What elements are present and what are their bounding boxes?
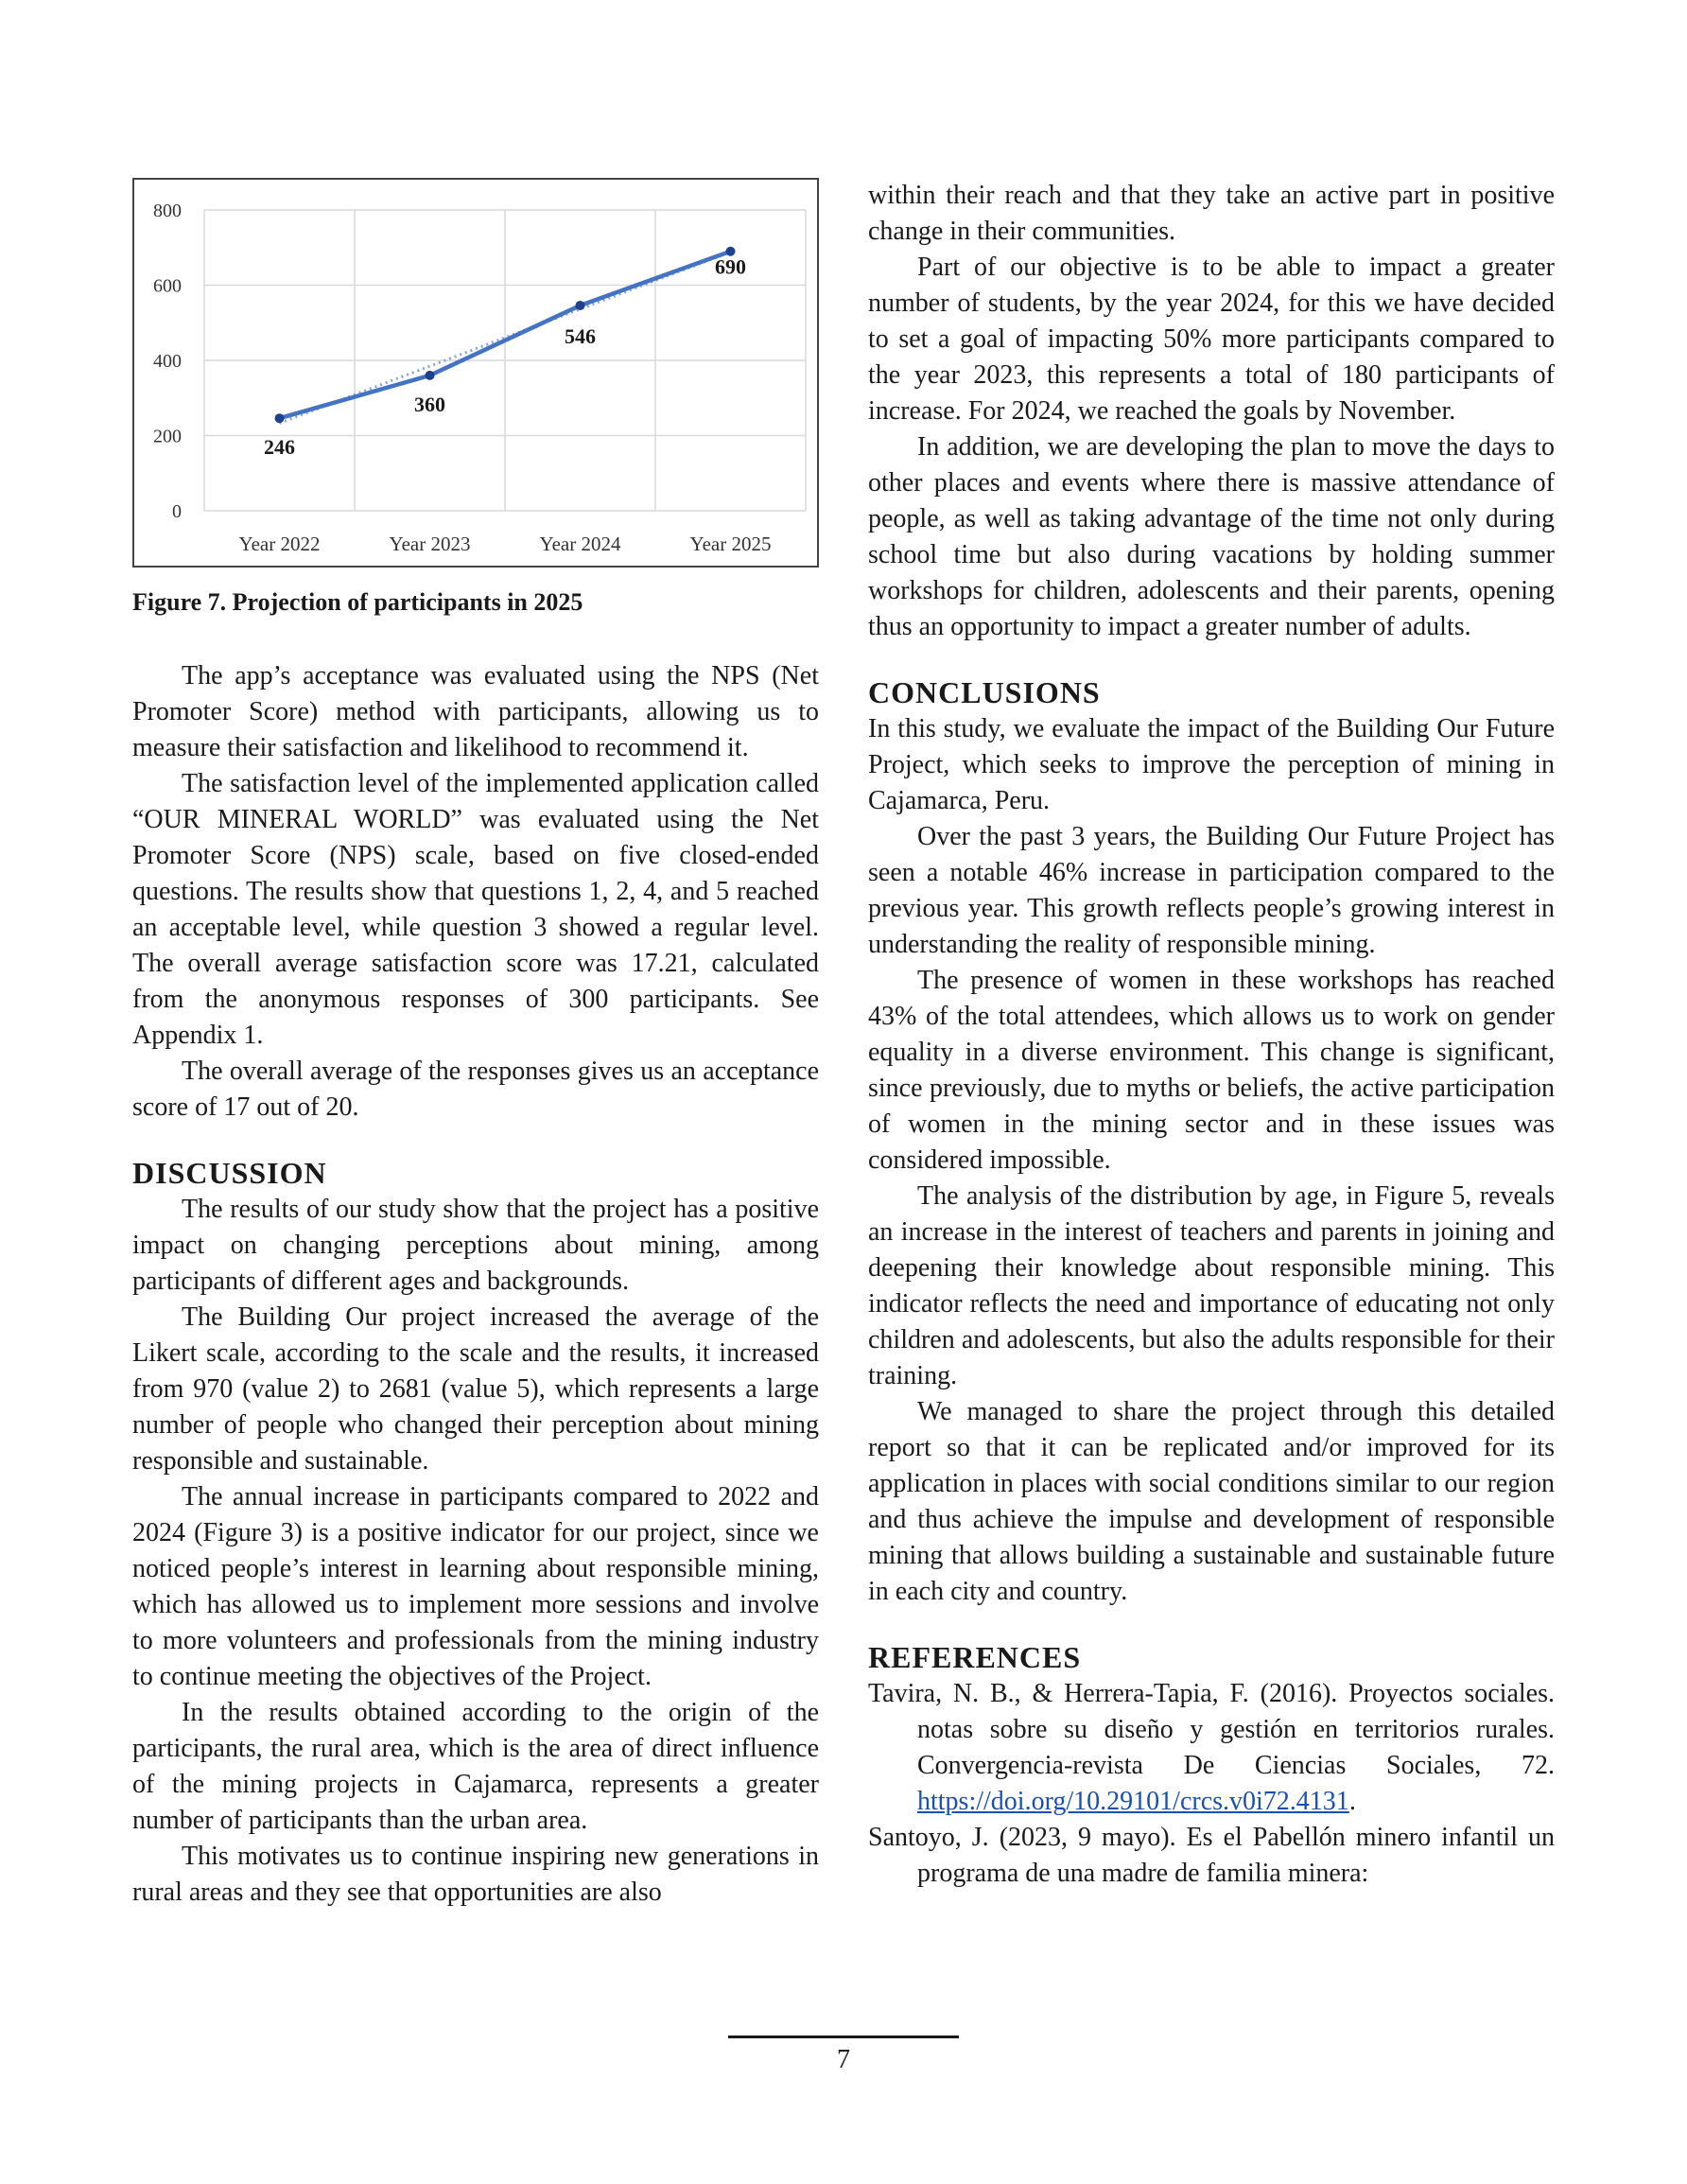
paragraph: In this study, we evaluate the impact of the Building Our Future Project, which seeks to improve the perception of mining in Cajamarca, Peru.: [868, 714, 1555, 815]
data-label: 546: [565, 323, 596, 348]
paragraph: Over the past 3 years, the Building Our Future Project has seen a notable 46% increase in participation compared to the previous year. This growth reflects people’s growing interest in understanding the reality of responsible mining.: [868, 822, 1555, 959]
x-tick-label: Year 2025: [689, 533, 772, 555]
paragraph: The Building Our project increased the average of the Likert scale, according to the scale and the results, it increased from 970 (value 2) to 2681 (value 5), which represents a large number of people who changed their perception about mining responsible and sustainable.: [132, 1302, 819, 1476]
x-tick-label: Year 2023: [389, 533, 471, 555]
reference-item: [868, 1676, 1555, 1820]
references-heading: REFERENCES: [868, 1640, 1082, 1674]
left-column: [132, 178, 819, 1911]
paragraph: In the results obtained according to the origin of the participants, the rural area, which is the area of direct influence of the mining projects in Cajamarca, represents a greater number of participants than the urban area.: [132, 1698, 819, 1835]
paragraph: Part of our objective is to be able to impact a greater number of students, by the year 2024, for this we have decided to set a goal of impacting 50% more participants compared to the year 2023, this represents a total of 180 participants of increase. For 2024, we reached the goals by November.: [868, 253, 1555, 426]
figure-7-chart: [132, 178, 819, 568]
reference-period: .: [1348, 1787, 1356, 1816]
y-tick-label: 0: [172, 501, 182, 522]
data-point: [576, 301, 585, 310]
page-number: 7: [837, 2045, 850, 2074]
figure-caption: Figure 7. Projection of participants in 2025: [132, 588, 583, 616]
conclusions-heading: CONCLUSIONS: [868, 675, 1101, 709]
data-label: 690: [715, 254, 746, 279]
y-tick-label: 400: [153, 351, 182, 372]
paragraph: The annual increase in participants compared to 2022 and 2024 (Figure 3) is a positive indicator for our project, since we noticed people’s interest in learning about responsible mining, which has allowed us to implement more sessions and involve to more volunteers and professionals from the mining industry to continue meeting the objectives of the Project.: [132, 1482, 819, 1691]
paragraph: The app’s acceptance was evaluated using the NPS (Net Promoter Score) method with participants, allowing us to measure their satisfaction and likelihood to recommend it.: [132, 661, 819, 762]
paragraph: The satisfaction level of the implemented application called “OUR MINERAL WORLD” was evaluated using the Net Promoter Score (NPS) scale, based on five closed-ended questions. The results show that questions 1, 2, 4, and 5 reached an acceptable level, while question 3 showed a regular level. The overall average satisfaction score was 17.21, calculated from the anonymous responses of 300 participants. See Appendix 1.: [132, 769, 819, 1050]
y-tick-label: 800: [153, 201, 182, 221]
data-point: [426, 371, 435, 380]
x-tick-label: Year 2022: [238, 533, 321, 555]
reference-doi-link[interactable]: https://doi.org/10.29101/crcs.v0i72.4131: [917, 1787, 1349, 1816]
line-chart: [134, 180, 817, 566]
paragraph: In addition, we are developing the plan to move the days to other places and events where there is massive attendance of people, as well as taking advantage of the time not only during school time but also during vacations by holding summer workshops for children, adolescents and their parents, opening thus an opportunity to impact a greater number of adults.: [868, 432, 1555, 641]
reference-text: Santoyo, J. (2023, 9 mayo). Es el Pabellón minero infantil un programa de una madre de familia minera:: [868, 1823, 1555, 1888]
paragraph: This motivates us to continue inspiring new generations in rural areas and they see that opportunities are also: [132, 1842, 819, 1907]
right-column: [868, 178, 1555, 1892]
paragraph: The overall average of the responses gives us an acceptance score of 17 out of 20.: [132, 1057, 819, 1122]
reference-text: Tavira, N. B., & Herrera-Tapia, F. (2016). Proyectos sociales. notas sobre su diseño y gestión en territorios rurales. Convergencia-revista De Ciencias Sociales, 72.: [868, 1679, 1555, 1780]
paragraph: The analysis of the distribution by age, in Figure 5, reveals an increase in the interest of teachers and parents in joining and deepening their knowledge about responsible mining. This indicator reflects the need and importance of educating not only children and adolescents, but also the adults responsible for their training.: [868, 1181, 1555, 1390]
paragraph-continuation: within their reach and that they take an active part in positive change in their communities.: [868, 181, 1555, 246]
data-label: 360: [414, 392, 445, 416]
y-tick-label: 200: [153, 426, 182, 447]
data-label: 246: [264, 435, 295, 460]
x-tick-label: Year 2024: [539, 533, 621, 555]
data-point: [275, 413, 285, 423]
y-tick-label: 600: [153, 275, 182, 297]
paragraph: We managed to share the project through this detailed report so that it can be replicated and/or improved for its application in places with social conditions similar to our region and thus achieve the impulse and development of responsible mining that allows building a sustainable and sustainable future in each city and country.: [868, 1397, 1555, 1606]
discussion-heading: DISCUSSION: [132, 1156, 327, 1190]
paragraph: The presence of women in these workshops has reached 43% of the total attendees, which allows us to work on gender equality in a diverse environment. This change is significant, since previously, due to myths or beliefs, the active participation of women in the mining sector and in these issues was considered impossible.: [868, 966, 1555, 1175]
footer-rule: [728, 2035, 959, 2038]
reference-item: [868, 1820, 1555, 1892]
paragraph: The results of our study show that the project has a positive impact on changing perceptions about mining, among participants of different ages and backgrounds.: [132, 1195, 819, 1296]
